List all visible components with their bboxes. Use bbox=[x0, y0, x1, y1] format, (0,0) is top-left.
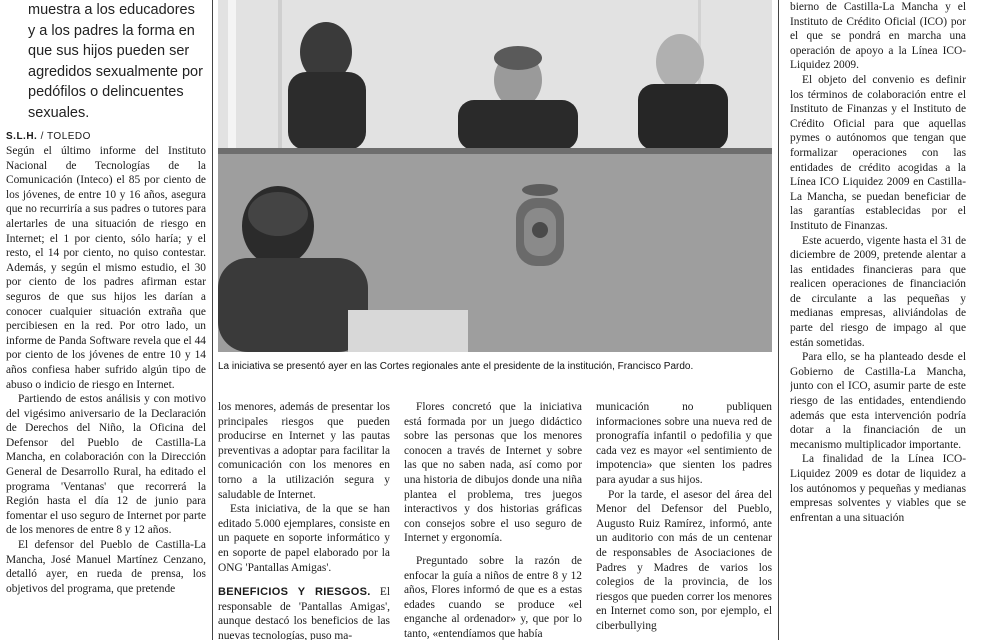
column-2 bbox=[218, 400, 390, 640]
column-divider bbox=[212, 0, 213, 640]
column-divider bbox=[778, 0, 779, 640]
paragraph: Esta iniciativa, de la que se han editado 5.000 ejemplares, consiste en un paquete en soporte informático y en soporte de papel elaborado por la ONG 'Pantallas Amigas'. bbox=[218, 503, 390, 574]
paragraph: El defensor del Pueblo de Castilla-La Mancha, José Manuel Martínez Cenzano, detalló ayer, en rueda de prensa, los objetivos del programa, que pretende bbox=[6, 539, 206, 595]
subheading: BENEFICIOS Y RIESGOS. bbox=[218, 586, 371, 599]
paragraph bbox=[218, 585, 390, 640]
paragraph: Según el último informe del Instituto Nacional de Tecnologías de la Comunicación (Inteco) el 85 por ciento de los jóvenes, de entre 10 y 16 años, asegura que no recurriría a sus padres o tutores para alertarles de una situación de riesgo en Internet; el 1 por ciento, sólo haría; y el resto, el 14 por ciento, no quiso contestar. Además, y según el mismo estudio, el 30 por ciento de los padres afirman estar seguros de que sus hijos les darían a conocer cualquier situación extraña que percibiesen en la red. Por otro lado, un informe de Panda Software revela que el 44 por ciento de los jóvenes de entre 10 y 14 años confiesa haber sufrido algún tipo de abuso o indicio de riesgo en Internet. bbox=[6, 145, 206, 391]
article-lede: muestra a los educadores y a los padres la forma en que sus hijos pueden ser agredidos sexualmente por pedófilos o delincuentes sexuales. bbox=[28, 2, 203, 121]
column-1 bbox=[6, 0, 206, 640]
paragraph: municación no publiquen informaciones sobre una nueva red de pronografía infantil o pedofilia y que cada vez es mayor «el sentimiento de impotencia» que sienten los padres para ayudar a sus hijos. bbox=[596, 401, 772, 486]
subheading-text: El responsable de 'Pantallas Amigas', aunque destacó los beneficios de las nuevas tecnologías, puso ma- bbox=[218, 586, 390, 640]
column-4 bbox=[596, 400, 772, 640]
paragraph: los menores, además de presentar los principales riesgos que pueden producirse en Internet y las pautas preventivas a adoptar para facilitar la comunicación con los menores en torno a la utilización segura y saludable de Internet. bbox=[218, 401, 390, 501]
paragraph: Partiendo de estos análisis y con motivo del vigésimo aniversario de la Declaración de Derechos del Niño, la Oficina del Defensor del Pueblo de Castilla-La Mancha, en colaboración con la Dirección General de Desarrollo Rural, ha editado el programa 'Ventanas' que recorrerá la Región hasta el día 12 de junio para fomentar el uso seguro de Internet por parte de los menores de entre 8 y 12 años. bbox=[6, 393, 206, 537]
article-photo bbox=[218, 0, 772, 352]
paragraph: Preguntado sobre la razón de enfocar la guía a niños de entre 8 y 12 años, Flores informó de que es a estas edades cuando se produce «el enganche al ordenador» y, que por lo tanto, «entendíamos que había bbox=[404, 554, 582, 640]
paragraph: bierno de Castilla-La Mancha y el Instituto de Crédito Oficial (ICO) por el que se pondrá en marcha una operación de apoyo a la Línea ICO-Liquidez 2009. bbox=[790, 1, 966, 72]
paragraph: Flores concretó que la iniciativa está formada por un juego didáctico sobre las personas que los menores conocen a través de Internet y sobre las que no saben nada, así como por una historia de dibujos donde una niña plantea el problema, tres juegos interactivos y dos historias gráficas con consejos sobre el uso seguro de Internet y ergonomía. bbox=[404, 401, 582, 545]
column-3 bbox=[404, 400, 582, 640]
byline-author: S.L.H. bbox=[6, 131, 38, 142]
paragraph: La finalidad de la Línea ICO-Liquidez 2009 es dotar de liquidez a los autónomos y pequeñas y medianas empresas solventes y viables que se enfrentan a una situación bbox=[790, 453, 966, 524]
column-5 bbox=[790, 0, 966, 640]
byline-location: / TOLEDO bbox=[37, 131, 91, 142]
paragraph: Para ello, se ha planteado desde el Gobierno de Castilla-La Mancha, junto con el ICO, asumir parte de este riesgo de las entidades, entendiendo además que esta intervención podría dotar a la financiación de un mecanismo multiplicador importante. bbox=[790, 351, 966, 451]
paragraph: El objeto del convenio es definir los términos de colaboración entre el Instituto de Finanzas y el Instituto de Crédito Oficial para que aquellas pymes o autónomos que tengan que formalizar operaciones con las entidades de crédito acogidas a la Línea ICO Liquidez 2009 en Castilla-La Mancha, se puedan beneficiar de las garantías establecidas por el Instituto de Finanzas. bbox=[790, 73, 966, 232]
paragraph: Por la tarde, el asesor del área del Menor del Defensor del Pueblo, Augusto Ruiz Ramírez, informó, ante un auditorio con más de un centenar de responsables de Asociaciones de Padres y Madres de varios los colegios de la provincia, de los riesgos que pueden correr los menores en Internet como son, por ejemplo, el ciberbullying bbox=[596, 488, 772, 632]
photo-caption: La iniciativa se presentó ayer en las Cortes regionales ante el presidente de la institución, Francisco Pardo. bbox=[218, 361, 694, 372]
conference-photo-illustration bbox=[218, 0, 772, 352]
paragraph: Este acuerdo, vigente hasta el 31 de diciembre de 2009, pretende alentar a las entidades financieras para que realicen operaciones de financiación de circulante a las pequeñas y medianas empresas, aliviándolas de parte del riesgo de impago al que están sometidas. bbox=[790, 234, 966, 349]
byline bbox=[6, 131, 206, 142]
